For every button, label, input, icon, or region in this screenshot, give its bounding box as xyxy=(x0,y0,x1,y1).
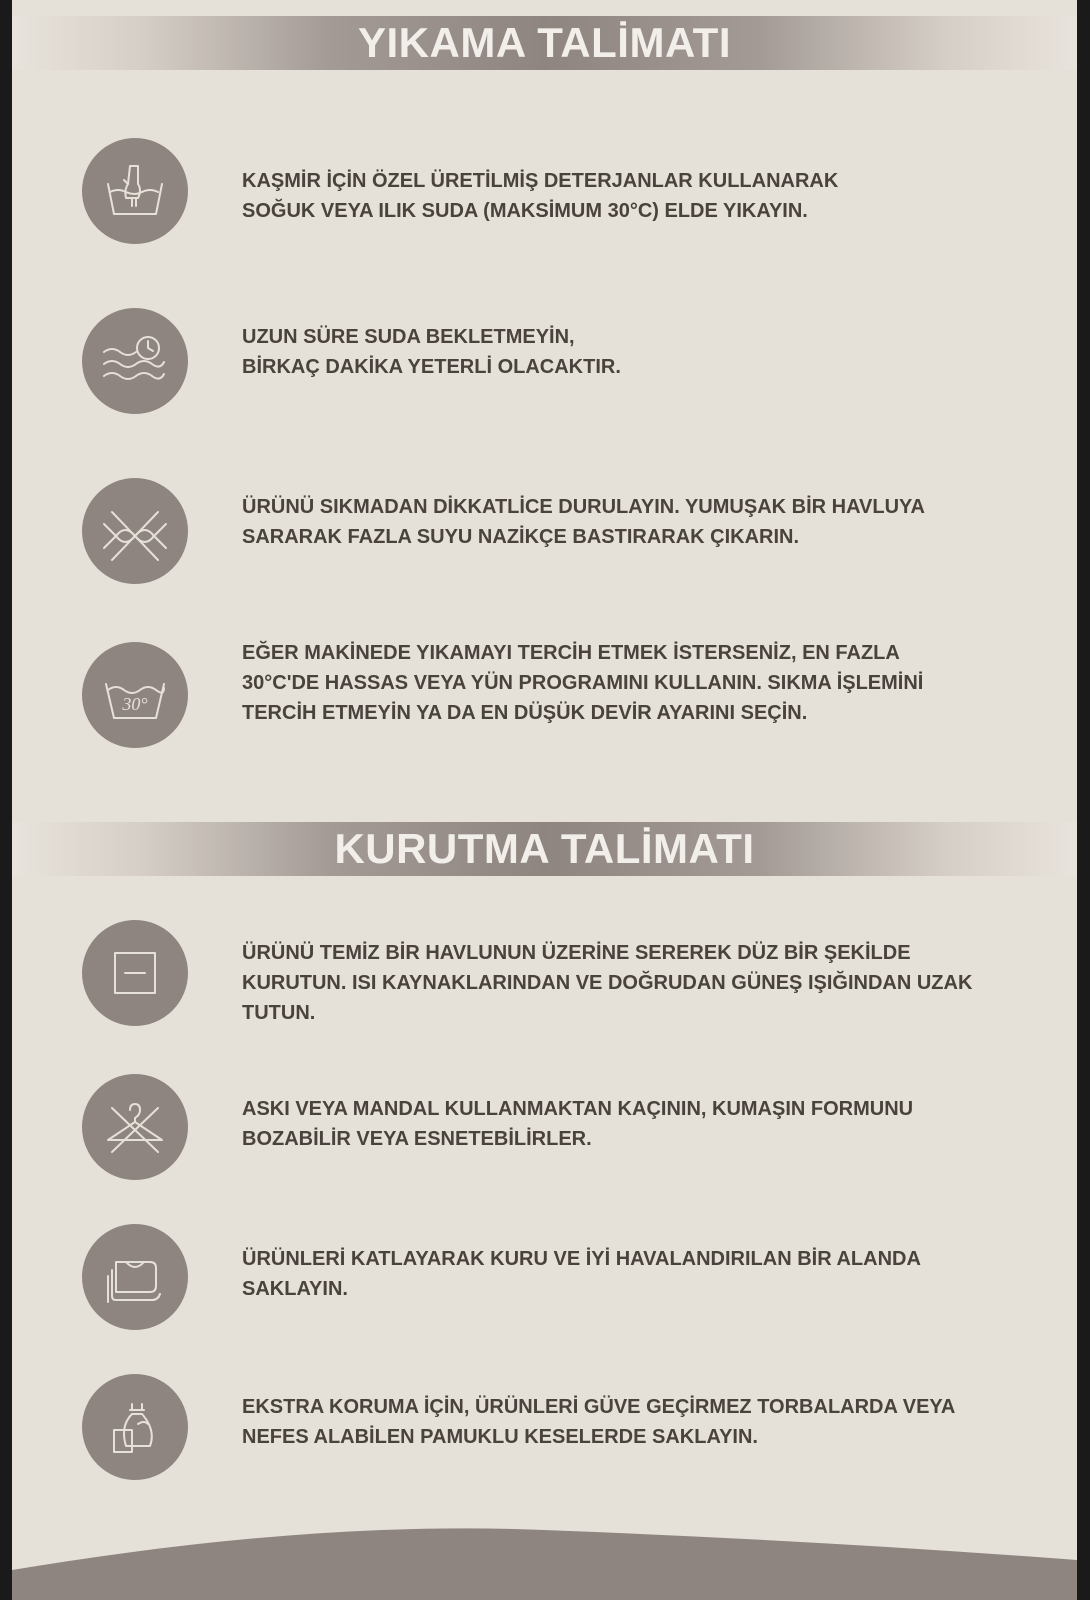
drying-title: KURUTMA TALİMATI xyxy=(334,825,755,872)
washing-item-text: EĞER MAKİNEDE YIKAMAYI TERCİH ETMEK İSTERSENİZ, EN FAZLA 30°C'DE HASSAS VEYA YÜN PROGRAMINI KULLANIN. SIKMA İŞLEMİNİ TERCİH ETMEYİN YA DA EN DÜŞÜK DEVİR AYARINI SEÇİN. xyxy=(242,642,924,724)
bottom-wave-decoration xyxy=(12,1510,1077,1600)
drying-item-text: ÜRÜNÜ TEMİZ BİR HAVLUNUN ÜZERİNE SEREREK DÜZ BİR ŞEKİLDE KURUTUN. ISI KAYNAKLARINDAN VE DOĞRUDAN GÜNEŞ IŞIĞINDAN UZAK TUTUN. xyxy=(242,942,973,1024)
drying-item-dry-flat xyxy=(82,920,1072,1026)
drying-item-text: EKSTRA KORUMA İÇİN, ÜRÜNLERİ GÜVE GEÇİRMEZ TORBALARDA VEYA NEFES ALABİLEN PAMUKLU KESELERDE SAKLAYIN. xyxy=(242,1396,956,1448)
no-hanger-icon xyxy=(82,1074,188,1180)
washing-banner xyxy=(12,16,1077,70)
washing-title: YIKAMA TALİMATI xyxy=(358,19,731,66)
machine-wash-temp-label: 30° xyxy=(122,694,148,714)
washing-item-text: UZUN SÜRE SUDA BEKLETMEYİN, BİRKAÇ DAKİKA YETERLİ OLACAKTIR. xyxy=(242,326,621,378)
care-instructions-sheet xyxy=(12,0,1077,1600)
washing-item-no-wring xyxy=(82,478,1072,584)
drying-item-folded xyxy=(82,1224,1072,1330)
folded-garment-icon xyxy=(82,1224,188,1330)
dry-flat-icon xyxy=(82,920,188,1026)
do-not-wring-icon xyxy=(82,478,188,584)
drying-banner xyxy=(12,822,1077,876)
washing-item-text: ÜRÜNÜ SIKMADAN DİKKATLİCE DURULAYIN. YUMUŞAK BİR HAVLUYA SARARAK FAZLA SUYU NAZİKÇE BASTIRARAK ÇIKARIN. xyxy=(242,496,925,548)
machine-wash-30-icon xyxy=(82,642,188,748)
washing-item-hand-wash xyxy=(82,138,1072,244)
hand-wash-icon xyxy=(82,138,188,244)
washing-item-soak-time xyxy=(82,308,1072,414)
storage-bag-icon xyxy=(82,1374,188,1480)
drying-item-text: ÜRÜNLERİ KATLAYARAK KURU VE İYİ HAVALANDIRILAN BİR ALANDA SAKLAYIN. xyxy=(242,1248,921,1300)
drying-item-storage-bag xyxy=(82,1374,1072,1480)
drying-item-text: ASKI VEYA MANDAL KULLANMAKTAN KAÇININ, KUMAŞIN FORMUNU BOZABİLİR VEYA ESNETEBİLİRLER. xyxy=(242,1098,914,1150)
drying-item-no-hanger xyxy=(82,1074,1072,1180)
washing-item-machine-wash xyxy=(82,642,1072,748)
soak-time-icon xyxy=(82,308,188,414)
washing-item-text: KAŞMİR İÇİN ÖZEL ÜRETİLMİŞ DETERJANLAR KULLANARAK SOĞUK VEYA ILIK SUDA (MAKSİMUM 30°C) ELDE YIKAYIN. xyxy=(242,170,839,222)
